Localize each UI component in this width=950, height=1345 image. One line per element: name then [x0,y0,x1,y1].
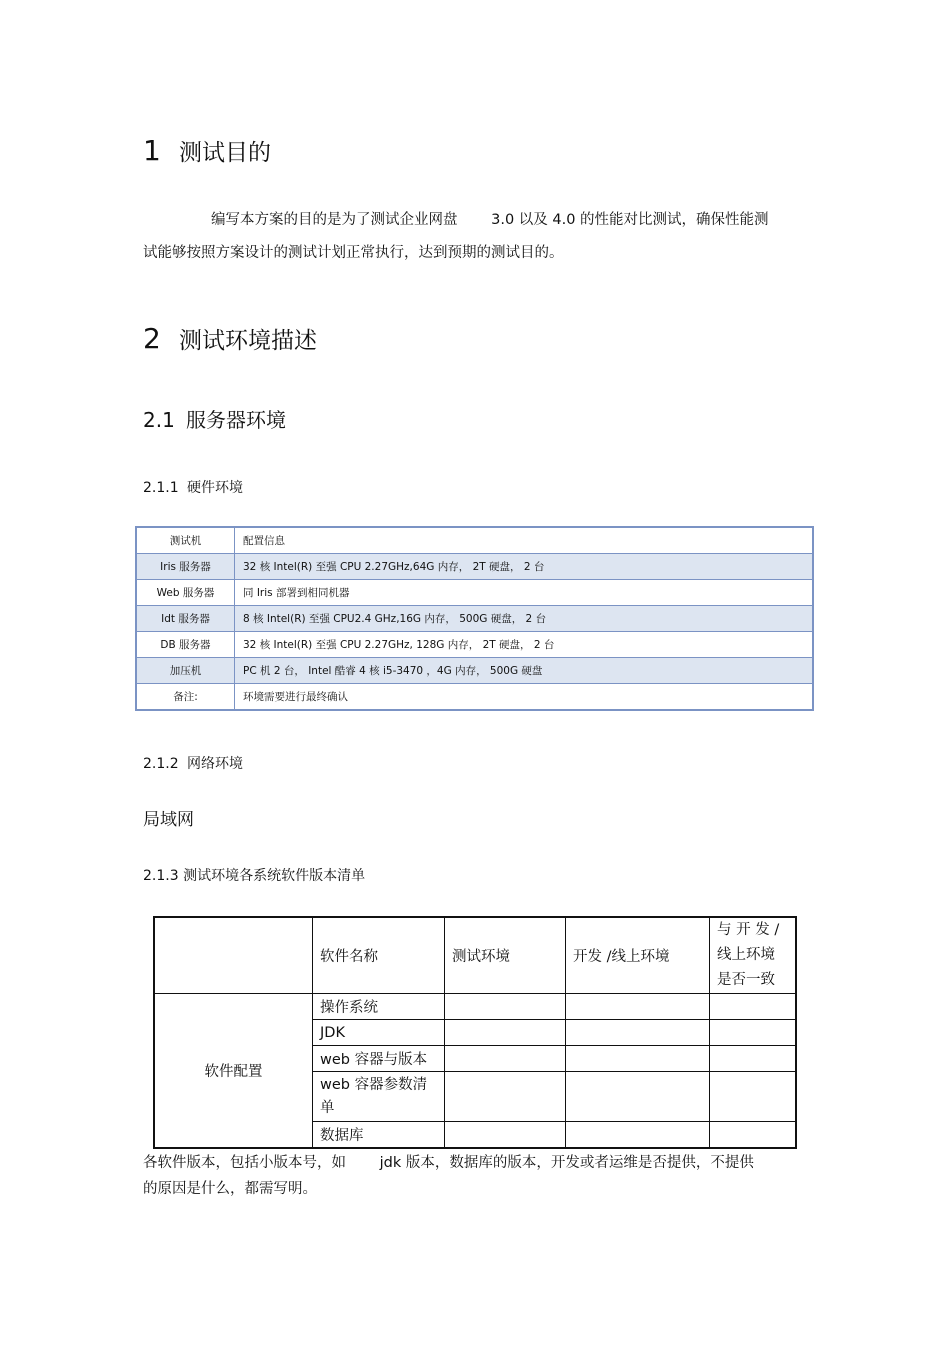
config-cell: 环境需要进行最终确认 [235,684,814,711]
value-cell [566,1046,710,1072]
table-row [136,632,813,658]
machine-cell: Idt 服务器 [136,606,235,632]
section-2-heading [143,322,317,355]
value-cell [445,1020,566,1046]
table-row [154,994,796,1020]
value-cell [710,1046,797,1072]
table-header-row [136,527,813,554]
section-2-1-heading [143,404,286,433]
section-title: 测试目的 [179,140,271,166]
section-2-1-1-heading [143,477,243,497]
value-cell [445,1072,566,1122]
header-cell: 开发 /线上环境 [566,917,710,994]
table-header-row [154,917,796,994]
value-cell [566,994,710,1020]
header-line: 是否一致 [717,972,775,988]
section-number: 2.1.2 [143,756,179,772]
value-cell [566,1122,710,1148]
value-cell [710,1020,797,1046]
config-cell: 8 核 Intel(R) 至强 CPU2.4 GHz,16G 内存， 500G 硬盘， 2 台 [235,606,814,632]
network-type: 局域网 [143,810,194,830]
section-number: 1 [143,134,161,167]
table-row [136,554,813,580]
value-cell [566,1072,710,1122]
config-cell: PC 机 2 台， Intel 酷睿 4 核 i5-3470 ，4G 内存， 500G 硬盘 [235,658,814,684]
header-line: 线上环境 [717,947,775,963]
software-table [153,916,797,1149]
header-cell: 测试环境 [445,917,566,994]
item-cell: web 容器参数清单 [313,1072,445,1122]
intro-line-2: 试能够按照方案设计的测试计划正常执行，达到预期的测试目的。 [143,245,564,261]
value-cell [566,1020,710,1046]
table-row [136,606,813,632]
group-cell: 软件配置 [154,994,313,1148]
section-number: 2 [143,322,161,355]
header-cell-consistency [710,917,797,994]
machine-cell: 备注: [136,684,235,711]
machine-cell: Web 服务器 [136,580,235,606]
machine-cell: DB 服务器 [136,632,235,658]
intro-paragraph [143,204,803,270]
section-number: 2.1 [143,408,175,432]
config-cell: 同 Iris 部署到相同机器 [235,580,814,606]
section-title: 硬件环境 [187,480,243,496]
header-cell: 配置信息 [235,527,814,554]
header-cell: 测试机 [136,527,235,554]
table-row [136,684,813,711]
value-cell [710,1122,797,1148]
item-cell: 数据库 [313,1122,445,1148]
machine-cell: Iris 服务器 [136,554,235,580]
header-line: 与 开 发 / [717,922,780,938]
section-1-heading [143,134,271,167]
section-title: 网络环境 [187,756,243,772]
section-2-1-3-heading: 2.1.3 测试环境各系统软件版本清单 [143,868,366,884]
section-title: 测试环境描述 [179,328,317,354]
config-cell: 32 核 Intel(R) 至强 CPU 2.27GHz, 128G 内存， 2T 硬盘， 2 台 [235,632,814,658]
table-row [136,658,813,684]
config-cell: 32 核 Intel(R) 至强 CPU 2.27GHz,64G 内存， 2T 硬盘， 2 台 [235,554,814,580]
section-number: 2.1.1 [143,480,179,496]
table-row [136,580,813,606]
value-cell [445,994,566,1020]
footnote-line-1: 各软件版本，包括小版本号，如 jdk 版本，数据库的版本，开发或者运维是否提供，不提供 [143,1155,754,1171]
value-cell [710,994,797,1020]
footnote-paragraph [143,1150,803,1202]
value-cell [710,1072,797,1122]
item-cell: web 容器与版本 [313,1046,445,1072]
intro-line-1: 编写本方案的目的是为了测试企业网盘 3.0 以及 4.0 的性能对比测试，确保性能测 [211,212,769,228]
footnote-line-2: 的原因是什么，都需写明。 [143,1181,317,1197]
machine-cell: 加压机 [136,658,235,684]
header-cell: 软件名称 [313,917,445,994]
item-cell: 操作系统 [313,994,445,1020]
empty-cell [154,917,313,994]
hardware-table [135,526,814,711]
value-cell [445,1046,566,1072]
value-cell [445,1122,566,1148]
item-cell: JDK [313,1020,445,1046]
section-title: 服务器环境 [186,408,286,432]
section-2-1-2-heading [143,753,243,773]
